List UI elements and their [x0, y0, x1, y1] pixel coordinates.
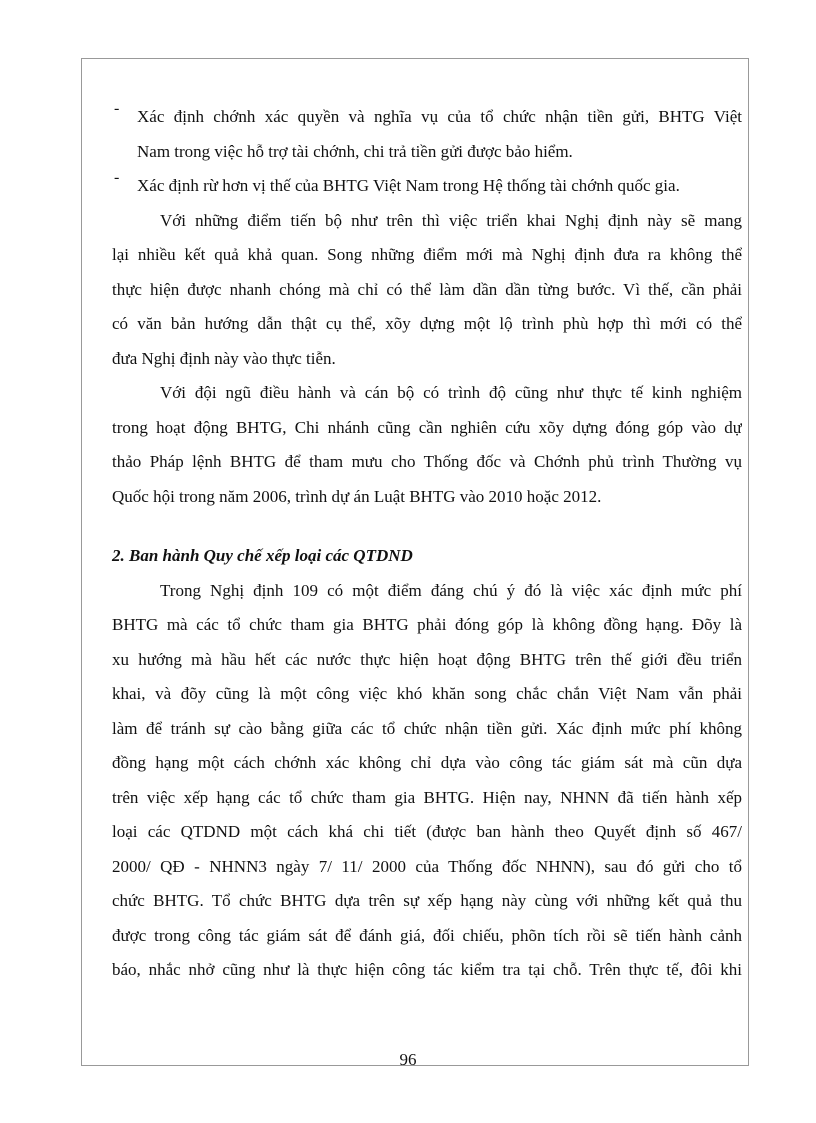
text-line: đồng hạng một cách chớnh xác không chỉ dựa vào công tác giám sát mà cũn dựa	[112, 753, 742, 772]
text-line: thảo Pháp lệnh BHTG để tham mưu cho Thống đốc và Chớnh phủ trình Thường vụ	[112, 452, 742, 471]
text-line: Quốc hội trong năm 2006, trình dự án Luật BHTG vào 2010 hoặc 2012.	[112, 486, 602, 506]
text-line: báo, nhắc nhở cũng như là thực hiện công tác kiểm tra tại chỗ. Trên thực tế, đôi khi	[112, 960, 742, 979]
text-line: Với những điểm tiến bộ như trên thì việc triển khai Nghị định này sẽ mang	[160, 210, 742, 230]
page-content	[112, 100, 742, 988]
text-line: 2000/ QĐ - NHNN3 ngày 7/ 11/ 2000 của Thống đốc NHNN), sau đó gửi cho tổ	[112, 856, 742, 876]
text-line: được trong công tác giám sát để đánh giá, đối chiếu, phõn tích rồi sẽ tiến hành cảnh	[112, 925, 742, 945]
text-line: có văn bản hướng dẫn thật cụ thể, xõy dựng một lộ trình phù hợp thì mới có thể	[112, 314, 742, 333]
paragraph	[112, 204, 742, 377]
text-line: Xác định chớnh xác quyền và nghĩa vụ của tổ chức nhận tiền gửi, BHTG Việt	[137, 107, 742, 126]
page-number: 96	[399, 1050, 417, 1069]
text-line: thực hiện được nhanh chóng mà chỉ có thể làm dần dần từng bước. Vì thế, cần phải	[112, 279, 742, 299]
text-line: trên việc xếp hạng các tổ chức tham gia BHTG. Hiện nay, NHNN đã tiến hành xếp	[112, 787, 742, 807]
paragraph	[112, 376, 742, 514]
text-line: khai, và đõy cũng là một công việc khó khăn song chắc chắn Việt Nam vẫn phải	[112, 684, 742, 703]
text-line: đưa Nghị định này vào thực tiễn.	[112, 348, 336, 368]
text-line: BHTG mà các tổ chức tham gia BHTG phải đóng góp là không đồng hạng. Đõy là	[112, 615, 742, 634]
text-line: chức BHTG. Tổ chức BHTG dựa trên sự xếp hạng này cùng với những kết quả thu	[112, 891, 742, 910]
text-line: xu hướng mà hầu hết các nước thực hiện hoạt động BHTG trên thế giới đều triển	[112, 649, 742, 669]
text-line: Trong Nghị định 109 có một điểm đáng chú ý đó là việc xác định mức phí	[160, 580, 742, 600]
bullet-marker: -	[114, 100, 120, 117]
bullet-marker: -	[114, 169, 120, 186]
text-line: Xác định rừ hơn vị thế của BHTG Việt Nam trong Hệ thống tài chớnh quốc gia.	[137, 176, 680, 195]
text-line: trong hoạt động BHTG, Chi nhánh cũng cần nghiên cứu xõy dựng đóng góp vào dự	[112, 417, 742, 437]
text-line: Với đội ngũ điều hành và cán bộ có trình độ cũng như thực tế kinh nghiệm	[160, 383, 742, 402]
bullet-list	[112, 100, 742, 204]
text-line: lại nhiều kết quả khả quan. Song những điểm mới mà Nghị định đưa ra không thể	[112, 245, 742, 264]
paragraph	[112, 574, 742, 988]
bullet-item	[112, 100, 742, 169]
text-line: Nam trong việc hỗ trợ tài chớnh, chi trả tiền gửi được bảo hiểm.	[137, 141, 573, 161]
text-line: loại các QTDND một cách khá chi tiết (được ban hành theo Quyết định số 467/	[112, 822, 742, 841]
section-heading: 2. Ban hành Quy chế xếp loại các QTDND	[112, 546, 413, 565]
bullet-item	[112, 169, 742, 204]
text-line: làm để tránh sự cào bằng giữa các tổ chức nhận tiền gửi. Xác định mức phí không	[112, 718, 742, 738]
